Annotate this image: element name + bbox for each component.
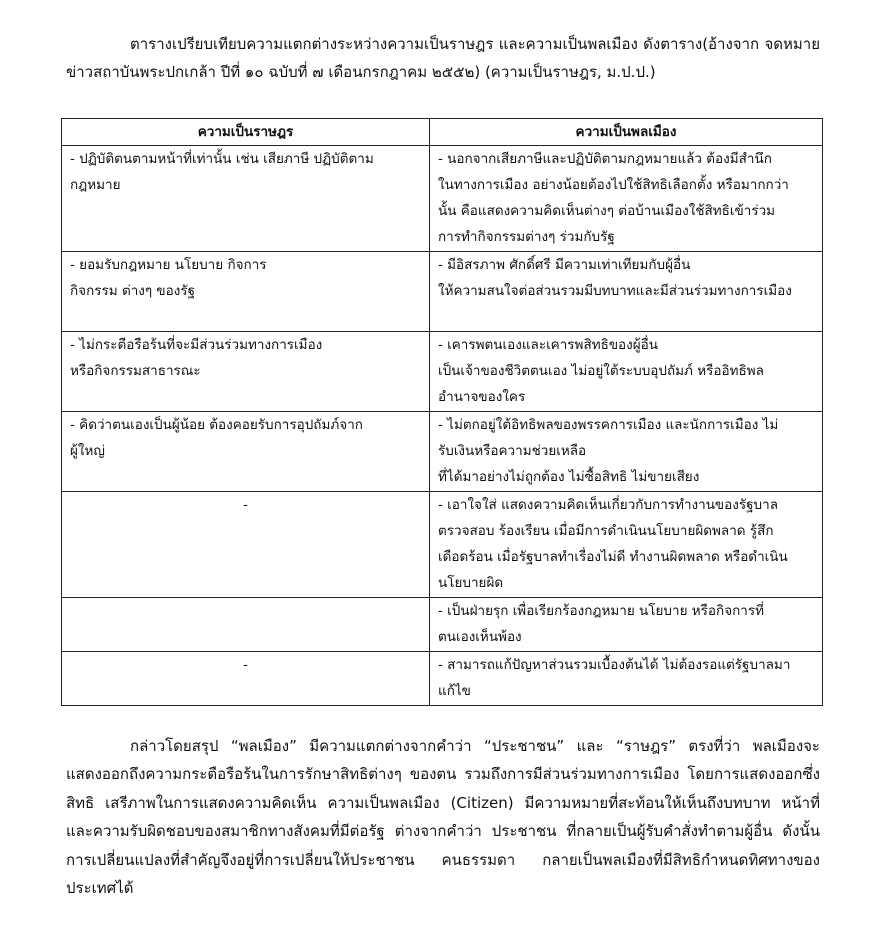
table-row — [62, 492, 823, 598]
cell-line: ให้ความสนใจต่อส่วนรวมมีบทบาทและมีส่วนร่วมทางการเมือง — [438, 283, 792, 299]
citizen-cell — [430, 492, 823, 598]
citizen-cell — [430, 146, 823, 252]
cell-line: - เป็นฝ่ายรุก เพื่อเรียกร้องกฎหมาย นโยบาย หรือกิจการที่ — [438, 603, 765, 619]
cell-dash: - — [243, 657, 248, 673]
cell-line: ที่ได้มาอย่างไม่ถูกต้อง ไม่ซื้อสิทธิ ไม่ขายเสียง — [438, 469, 700, 485]
table-row — [62, 252, 823, 332]
intro-paragraph: ตารางเปรียบเทียบความแตกต่างระหว่างความเป็นราษฎร และความเป็นพลเมือง ดังตาราง(อ้างจาก จดหมายข่าวสถาบันพระปกเกล้า ปีที่ ๑๐ ฉบับที่ ๗ เดือนกรกฎาคม ๒๕๕๒) (ความเป็นราษฎร, ม.ป.ป.) — [66, 35, 820, 81]
table-row — [62, 412, 823, 492]
cell-line: หรือกิจกรรมสาธารณะ — [70, 363, 201, 379]
cell-line: - เคารพตนเองและเคารพสิทธิของผู้อื่น — [438, 337, 659, 353]
cell-line: ผู้ใหญ่ — [70, 443, 105, 459]
header-subject: ความเป็นราษฎร — [62, 119, 430, 146]
header-citizen: ความเป็นพลเมือง — [430, 119, 823, 146]
cell-line: รับเงินหรือความช่วยเหลือ — [438, 443, 587, 459]
cell-line: ตรวจสอบ ร้องเรียน เมื่อมีการดำเนินนโยบายผิดพลาด รู้สึก — [438, 523, 774, 539]
subject-cell — [62, 252, 430, 332]
citizen-cell — [430, 598, 823, 652]
cell-line: อำนาจของใคร — [438, 389, 526, 405]
cell-line: - มีอิสรภาพ ศักดิ์ศรี มีความเท่าเทียมกับผู้อื่น — [438, 257, 691, 273]
cell-line: - นอกจากเสียภาษีและปฏิบัติตามกฎหมายแล้ว ต้องมีสำนึก — [438, 151, 772, 167]
subject-cell-empty — [62, 598, 430, 652]
cell-line: กิจกรรม ต่างๆ ของรัฐ — [70, 283, 196, 299]
subject-cell-empty — [62, 492, 430, 598]
cell-line: กฎหมาย — [70, 177, 121, 193]
cell-line: - ไม่ตกอยู่ใต้อิทธิพลของพรรคการเมือง และนักการเมือง ไม่ — [438, 417, 779, 433]
cell-dash: - — [243, 497, 248, 513]
subject-cell-empty — [62, 652, 430, 706]
table-header-row — [62, 119, 823, 146]
citizen-cell — [430, 252, 823, 332]
subject-cell — [62, 146, 430, 252]
table-row — [62, 332, 823, 412]
cell-line: - สามารถแก้ปัญหาส่วนรวมเบื้องต้นได้ ไม่ต้องรอแต่รัฐบาลมา — [438, 657, 791, 673]
subject-cell — [62, 332, 430, 412]
cell-line: ในทางการเมือง อย่างน้อยต้องไปใช้สิทธิเลือกตั้ง หรือมากกว่า — [438, 177, 789, 193]
comparison-table — [61, 118, 823, 706]
cell-line: ตนเองเห็นพ้อง — [438, 629, 522, 645]
conclusion-paragraph: กล่าวโดยสรุป “พลเมือง” มีความแตกต่างจากคำว่า “ประชาชน” และ “ราษฎร” ตรงที่ว่า พลเมืองจะแสดงออกถึงความกระตือรือร้นในการรักษาสิทธิต่างๆ ของตน รวมถึงการมีส่วนร่วมทางการเมือง โดยการแสดงออกซึ่งสิทธิ เสรีภาพในการแสดงความคิดเห็น ความเป็นพลเมือง (Citizen) มีความหมายที่สะท้อนให้เห็นถึงบทบาท หน้าที่ และความรับผิดชอบของสมาชิกทางสังคมที่มีต่อรัฐ ต่างจากคำว่า ประชาชน ที่กลายเป็นผู้รับคำสั่งทำตามผู้อื่น ดังนั้น การเปลี่ยนแปลงที่สำคัญจึงอยู่ที่การเปลี่ยนให้ประชาชน คนธรรมดา กลายเป็นพลเมืองที่มีสิทธิกำหนดทิศทางของประเทศได้ — [66, 737, 820, 898]
table-row — [62, 652, 823, 706]
cell-line: - ยอมรับกฎหมาย นโยบาย กิจการ — [70, 257, 267, 273]
cell-line: - ไม่กระตือรือร้นที่จะมีส่วนร่วมทางการเมือง — [70, 337, 323, 353]
subject-cell — [62, 412, 430, 492]
cell-line: - คิดว่าตนเองเป็นผู้น้อย ต้องคอยรับการอุปถัมภ์จาก — [70, 417, 363, 433]
table-row — [62, 146, 823, 252]
citizen-cell — [430, 332, 823, 412]
cell-line: เป็นเจ้าของชีวิตตนเอง ไม่อยู่ใต้ระบบอุปถัมภ์ หรืออิทธิพล — [438, 363, 764, 379]
cell-line: การทำกิจกรรมต่างๆ ร่วมกับรัฐ — [438, 229, 615, 245]
cell-line: - เอาใจใส่ แสดงความคิดเห็นเกี่ยวกับการทำงานของรัฐบาล — [438, 497, 778, 513]
citizen-cell — [430, 652, 823, 706]
cell-line: เดือดร้อน เมื่อรัฐบาลทำเรื่องไม่ดี ทำงานผิดพลาด หรือดำเนิน — [438, 549, 788, 565]
cell-line: - ปฏิบัติตนตามหน้าที่เท่านั้น เช่น เสียภาษี ปฏิบัติตาม — [70, 151, 374, 167]
cell-line: แก้ไข — [438, 683, 471, 699]
table-row — [62, 598, 823, 652]
cell-line: นโยบายผิด — [438, 575, 504, 591]
cell-line: นั้น คือแสดงความคิดเห็นต่างๆ ต่อบ้านเมืองใช้สิทธิเข้าร่วม — [438, 203, 776, 219]
citizen-cell — [430, 412, 823, 492]
